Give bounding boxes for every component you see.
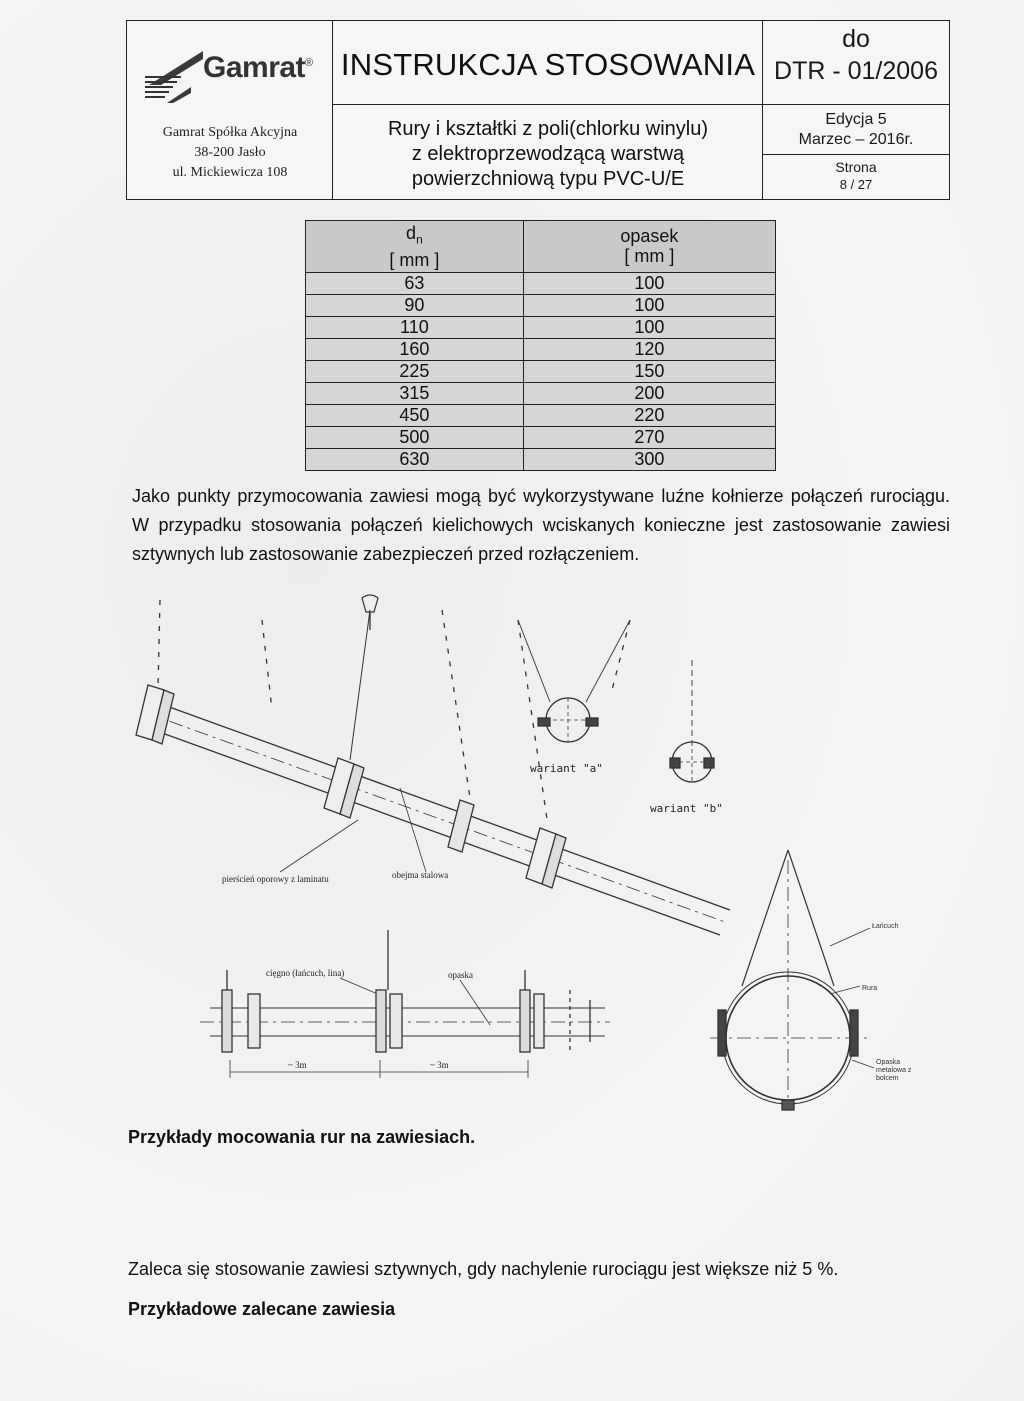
pipe-suspension-diagram: [130, 590, 940, 1120]
dtr-prefix: do: [842, 25, 870, 53]
cell-band-width: 150: [523, 360, 775, 382]
label-bolt-band-2: metalowa z: [876, 1067, 912, 1074]
table-row: [306, 272, 776, 294]
table-row: [306, 294, 776, 316]
label-variant-b: wariant "b": [650, 802, 723, 815]
page-number: 8 / 27: [839, 177, 873, 192]
diagram-caption: Przykłady mocowania rur na zawiesiach.: [128, 1127, 476, 1147]
cell-diameter: 110: [306, 316, 524, 338]
label-spacing-1: ~ 3m: [288, 1060, 307, 1070]
cell-diameter: 160: [306, 338, 524, 360]
section-caption: Przykładowe zalecane zawiesia: [128, 1299, 396, 1319]
page-cell: [763, 155, 949, 199]
cell-diameter: 63: [306, 272, 524, 294]
cell-band-width: 120: [523, 338, 775, 360]
title-cell: [333, 21, 763, 105]
band-width-table: [305, 220, 776, 471]
gamrat-logo-icon: [141, 47, 205, 107]
label-chain: Łańcuch: [872, 923, 899, 930]
paragraph-rigid-recommendation: Zaleca się stosowanie zawiesi sztywnych, gdy nachylenie rurociągu jest większe niż 5 %.: [128, 1259, 839, 1279]
table-row: [306, 316, 776, 338]
logo-wordmark: Gamrat®: [203, 51, 313, 84]
pipe-bottom-edge: [140, 725, 720, 935]
page-label: Strona: [835, 159, 877, 175]
cell-diameter: 630: [306, 448, 524, 470]
label-pipe: Rura: [862, 985, 878, 992]
label-ring: pierścień oporowy z laminatu: [222, 874, 329, 884]
label-bolt-band-1: Opaska: [876, 1059, 901, 1066]
dtr-number: DTR - 01/2006: [774, 57, 938, 85]
cell-diameter: 450: [306, 404, 524, 426]
cell-band-width: 200: [523, 382, 775, 404]
cell-diameter: 500: [306, 426, 524, 448]
table-row: [306, 448, 776, 470]
cell-band-width: 300: [523, 448, 775, 470]
document-subject: Rury i kształtki z poli(chlorku winylu) z elektroprzewodzącą warstwą powierzchniową typu PVC-U/E: [387, 118, 709, 190]
cell-band-width: 100: [523, 294, 775, 316]
table-row: [306, 360, 776, 382]
header-diameter: $d_n$ [ mm ]: [306, 221, 524, 273]
label-clamp: obejma stalowa: [392, 870, 449, 880]
dtr-cell: [763, 21, 949, 105]
table-header-row: [306, 221, 776, 273]
label-band: opaska: [448, 970, 473, 980]
cell-band-width: 270: [523, 426, 775, 448]
label-variant-a: wariant "a": [530, 762, 603, 775]
paragraph-suspension-points: Jako punkty przymocowania zawiesi mogą być wykorzystywane luźne kołnierze połączeń rurociągu. W przypadku stosowania połączeń kielichowych wciskanych konieczne jest zastosowanie zawiesi sztywnych lub zastosowanie zabezpieczeń przed rozłączeniem.: [132, 486, 950, 564]
cell-band-width: 100: [523, 316, 775, 338]
pipe-flange: [324, 758, 364, 818]
cell-diameter: 90: [306, 294, 524, 316]
label-bolt-band-3: bolcem: [876, 1075, 899, 1082]
company-address: Gamrat Spółka Akcyjna 38-200 Jasło ul. Mickiewicza 108: [162, 125, 298, 180]
table-row: [306, 382, 776, 404]
cell-diameter: 315: [306, 382, 524, 404]
header-band: opasek [ mm ]: [523, 221, 775, 273]
cell-band-width: 220: [523, 404, 775, 426]
pipe-flange: [526, 828, 566, 888]
logo-cell: [127, 21, 333, 199]
table-row: [306, 426, 776, 448]
label-spacing-2: ~ 3m: [430, 1060, 449, 1070]
edition-number: Edycja 5: [825, 111, 887, 128]
table-row: [306, 338, 776, 360]
cell-diameter: 225: [306, 360, 524, 382]
edition-cell: [763, 105, 949, 155]
cell-band-width: 100: [523, 272, 775, 294]
label-cable: cięgno (łańcuch, lina): [266, 968, 345, 978]
edition-date: Marzec – 2016r.: [798, 131, 914, 148]
document-header: [126, 20, 950, 200]
table-row: [306, 404, 776, 426]
subject-cell: [333, 105, 763, 199]
document-title: INSTRUKCJA STOSOWANIA: [340, 47, 756, 82]
